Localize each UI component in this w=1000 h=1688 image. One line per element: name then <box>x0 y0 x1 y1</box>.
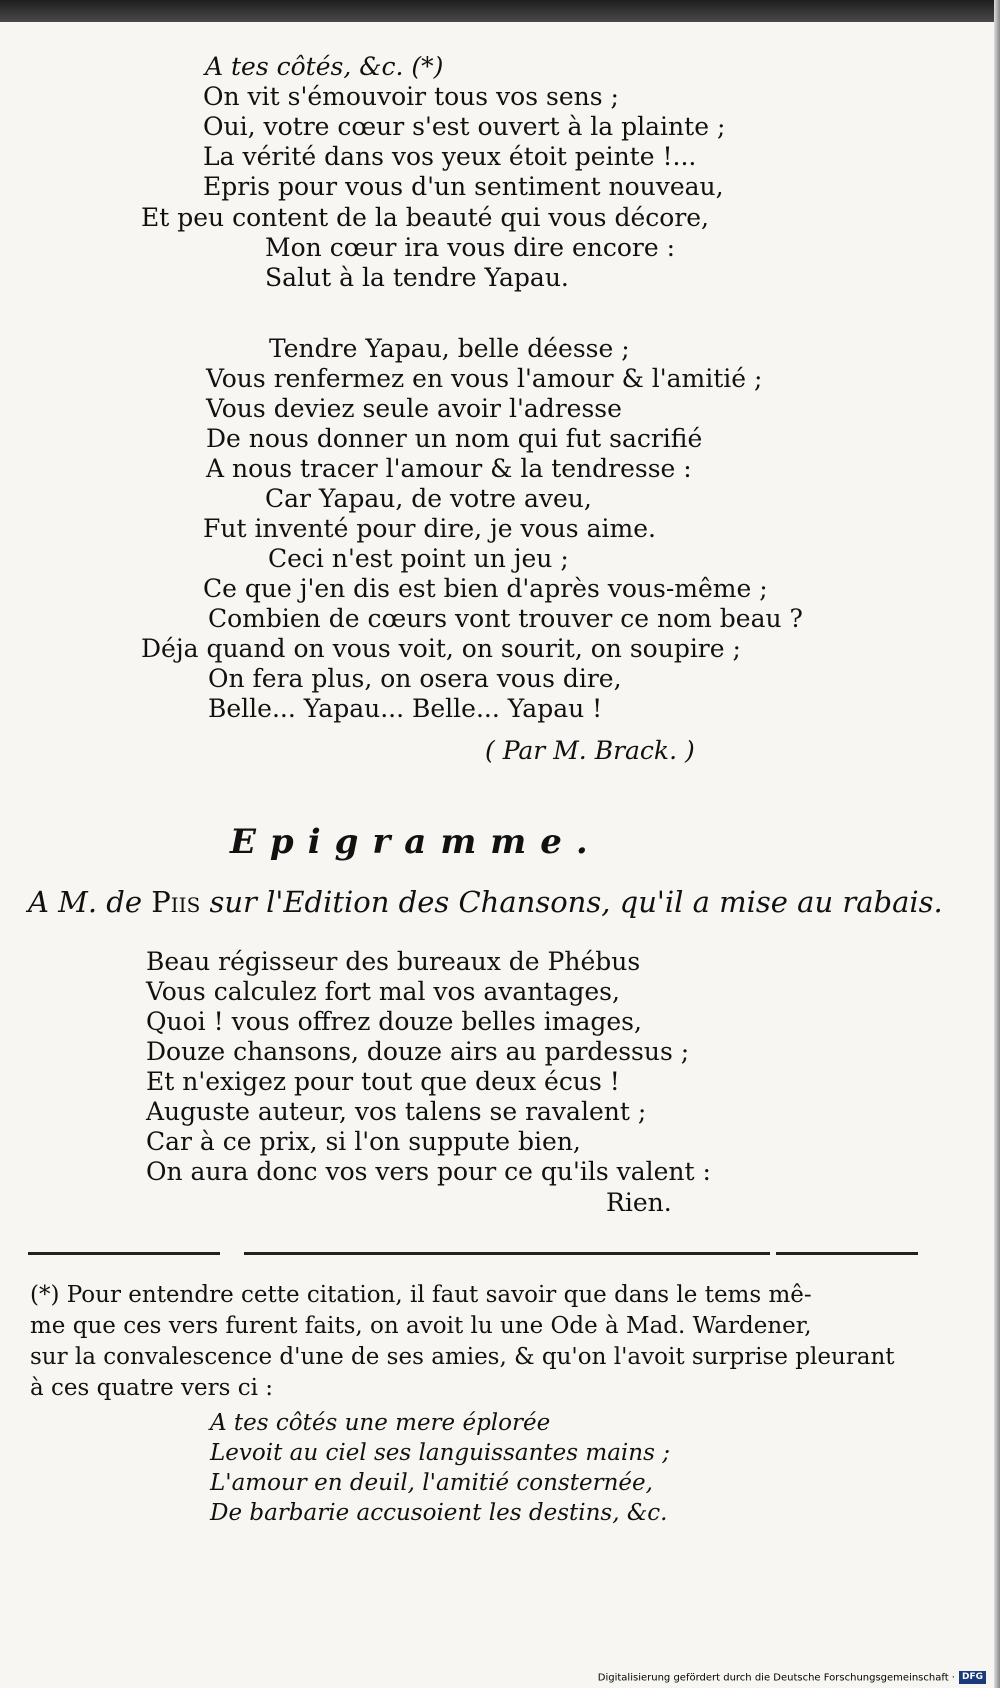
poem-line: Oui, votre cœur s'est ouvert à la plainte ; <box>203 112 726 141</box>
footnote-line: me que ces vers furent faits, on avoit lu une Ode à Mad. Wardener, <box>30 1313 812 1339</box>
poem-line: Salut à la tendre Yapau. <box>265 263 569 292</box>
poem-line: Mon cœur ira vous dire encore : <box>265 233 676 262</box>
dedication-name: Piis <box>151 885 201 919</box>
epigram-line: Quoi ! vous offrez douze belles images, <box>146 1007 642 1036</box>
poem-line: On vit s'émouvoir tous vos sens ; <box>203 82 619 111</box>
footnote-separator <box>28 1252 220 1255</box>
page-right-edge <box>994 0 1000 1688</box>
quoted-verse: De barbarie accusoient les destins, &c. <box>210 1500 668 1526</box>
poem-line: Fut inventé pour dire, je vous aime. <box>203 514 656 543</box>
epigram-line: Vous calculez fort mal vos avantages, <box>146 977 620 1006</box>
footnote-separator <box>244 1252 770 1255</box>
dedication-prefix: A M. de <box>28 885 152 919</box>
footnote-separator <box>776 1252 918 1255</box>
poem-line: Belle... Yapau... Belle... Yapau ! <box>208 694 603 723</box>
quoted-verse: L'amour en deuil, l'amitié consternée, <box>210 1470 653 1496</box>
poem-line: Ce que j'en dis est bien d'après vous-même ; <box>203 574 768 603</box>
quoted-verse: Levoit au ciel ses languissantes mains ; <box>210 1440 670 1466</box>
poem-line: Tendre Yapau, belle déesse ; <box>269 334 630 363</box>
epigram-line: Et n'exigez pour tout que deux écus ! <box>146 1067 620 1096</box>
epigram-title: Epigramme. <box>230 822 602 862</box>
dfg-logo-icon: DFG <box>959 1671 986 1684</box>
footnote-line: (*) Pour entendre cette citation, il faut savoir que dans le tems mê- <box>30 1282 812 1308</box>
poem-line: Ceci n'est point un jeu ; <box>268 544 569 573</box>
credit-text: Digitalisierung gefördert durch die Deutsche Forschungsgemeinschaft · <box>597 1672 955 1684</box>
footnote-line: sur la convalescence d'une de ses amies, & qu'on l'avoit surprise pleurant <box>30 1344 895 1370</box>
epigram-line: Car à ce prix, si l'on suppute bien, <box>146 1127 581 1156</box>
epigram-line: Auguste auteur, vos talens se ravalent ; <box>146 1097 647 1126</box>
epigram-line: On aura donc vos vers pour ce qu'ils valent : <box>146 1157 711 1186</box>
digitization-credit <box>598 1671 986 1684</box>
quoted-verse: A tes côtés une mere éplorée <box>210 1410 551 1436</box>
footnote-line: à ces quatre vers ci : <box>30 1375 274 1401</box>
poem-line: A nous tracer l'amour & la tendresse : <box>206 454 692 483</box>
poem-line: De nous donner un nom qui fut sacrifié <box>206 424 703 453</box>
poem-attribution: ( Par M. Brack. ) <box>485 736 695 765</box>
poem-line: Vous renfermez en vous l'amour & l'amitié ; <box>206 364 763 393</box>
poem-line: Vous deviez seule avoir l'adresse <box>206 394 622 423</box>
page-top-shadow <box>0 0 1000 22</box>
epigram-line: Beau régisseur des bureaux de Phébus <box>146 947 641 976</box>
poem-line: On fera plus, on osera vous dire, <box>208 664 622 693</box>
epigram-line: Rien. <box>606 1188 672 1217</box>
poem-line: Car Yapau, de votre aveu, <box>265 484 592 513</box>
epigram-line: Douze chansons, douze airs au pardessus ; <box>146 1037 690 1066</box>
poem-line: Déja quand on vous voit, on sourit, on soupire ; <box>141 634 741 663</box>
poem-line: Combien de cœurs vont trouver ce nom beau ? <box>208 604 803 633</box>
poem-line: Epris pour vous d'un sentiment nouveau, <box>203 172 724 201</box>
epigram-dedication <box>28 885 943 919</box>
dedication-rest: sur l'Edition des Chansons, qu'il a mise au rabais. <box>200 885 943 919</box>
poem-line: La vérité dans vos yeux étoit peinte !... <box>203 142 697 171</box>
poem-line: A tes côtés, &c. (*) <box>205 52 444 81</box>
poem-line: Et peu content de la beauté qui vous décore, <box>141 203 710 232</box>
